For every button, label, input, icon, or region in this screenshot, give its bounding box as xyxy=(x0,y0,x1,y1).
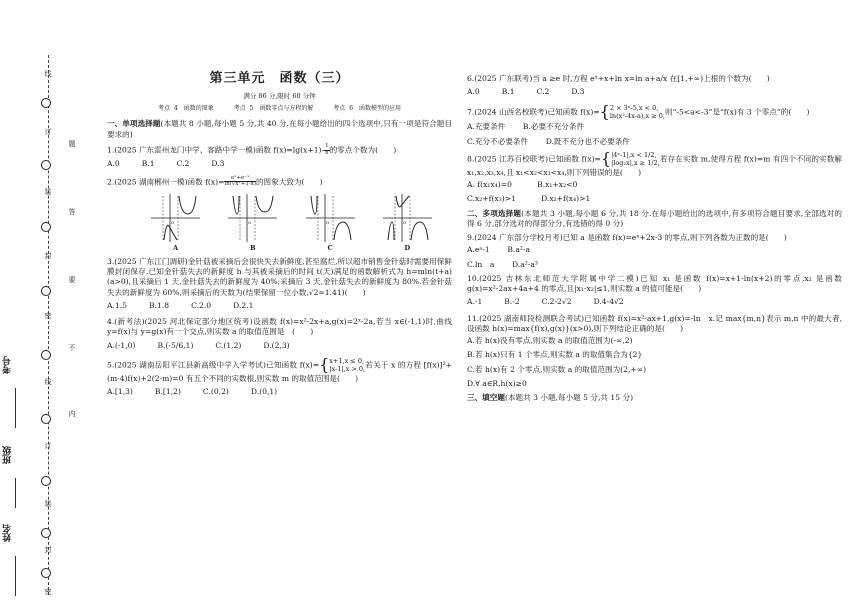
option[interactable]: B.[1,2) xyxy=(154,387,181,397)
graph-b[interactable]: O B xyxy=(225,192,280,253)
svg-text:O: O xyxy=(402,220,407,226)
binding-circle xyxy=(41,568,51,578)
option[interactable]: C.充分不必要条件 xyxy=(467,136,529,146)
q6-options xyxy=(467,87,842,97)
option[interactable]: A.若 h(x)没有零点,则实数 a 的取值范围为(-∞,2) xyxy=(467,336,633,345)
question-11: 11.(2025 湖南师段检测联合考试)已知函数 f(x)=x²-ax+1,g(x)=-ln x.记 max{m,n}表示 m,n 中的最大者,设函数 h(x)=max{f(x),g(x)}(x>0),则下列结论正确的是( ) xyxy=(467,313,842,333)
binding-char: 封 xyxy=(44,546,52,554)
svg-text:O: O xyxy=(325,220,329,226)
binding-char: 题 xyxy=(68,140,76,148)
option[interactable]: D.2.1 xyxy=(233,300,254,310)
option[interactable]: C.2-2√2 xyxy=(541,297,572,307)
q3-options xyxy=(107,301,452,311)
option[interactable]: C.(1,2) xyxy=(215,340,242,350)
option[interactable]: D.(2,3) xyxy=(263,340,290,350)
binding-circle xyxy=(41,414,51,424)
right-column xyxy=(467,70,842,405)
option[interactable]: A.eᵃ-1 xyxy=(467,245,490,255)
binding-char: 答 xyxy=(68,208,76,216)
label-kaohao: 考号 xyxy=(3,356,13,374)
question-10: 10.(2025 吉林东北师范大学附属中学二模)已知 x₁ 是函数 f(x)=x+1-ln(x+2)的零点,x₂ 是函数 g(x)=x²-2ax+4a+4 的零点,且|x₁-x₂|≤1,则实数 a 的值可能是( ) xyxy=(467,273,842,293)
option[interactable]: A.[1,3) xyxy=(107,387,133,397)
q7-options-row2 xyxy=(467,137,842,147)
question-7: 7.(2024 山西名校联考)已知函数 f(x)={ 2 × 3ˣ-5,x < 0, ln(x²-4x-a),x ≥ 0, 则“-5<a<-3”是“f(x)有 3 个零点”的( ) xyxy=(467,101,810,121)
q10-options xyxy=(467,297,842,307)
binding-char: 订 xyxy=(44,442,52,450)
binding-circle xyxy=(41,286,51,296)
option[interactable]: B.1 xyxy=(141,159,155,169)
section-heading: 三、填空题(本题共 3 小题,每小题 5 分,共 15 分) xyxy=(467,393,634,402)
binding-char: 装 xyxy=(44,500,52,508)
binding-char: 订 xyxy=(44,128,52,136)
option[interactable]: C.2.0 xyxy=(191,300,212,310)
option[interactable]: D.x₂+f(x₄)>1 xyxy=(541,194,591,204)
option[interactable]: B.(-5/6,1) xyxy=(157,340,194,350)
option[interactable]: D.既不充分也不必要条件 xyxy=(545,136,630,146)
page-title: 第三单元 函数（三） xyxy=(209,71,350,86)
point-item: 考点 6 函数模型的应用 xyxy=(333,105,402,113)
option[interactable]: C.(0,2) xyxy=(202,387,229,397)
write-line xyxy=(15,556,16,596)
binding-char: 密 xyxy=(44,312,52,320)
question-1: 1.(2025 广东雷州龙门中学、客路中学一模)函数 f(x)=lg(x+1)- $\frac{1}{x}$ 的零点个数为( ) xyxy=(107,142,397,156)
section-heading: 二、多项选择题(本题共 3 小题,每小题 6 分,共 18 分.在每小题给出的选项中,有多项符合题目要求,全部选对的得 6 分,部分选对的得部分分,有选错的得 0 分) xyxy=(467,208,842,228)
section-heading: 一、单项选择题(本题共 8 小题,每小题 5 分,共 40 分.在每小题给出的四个选项中,只有一项是符合题目要求的) xyxy=(107,119,452,139)
question-5: 5.(2025 湖南岳阳平江县新高级中学入学考试)已知函数 f(x)={ x+1,x ≤ 0, |x-1|,x > 0, 若关于 x 的方程 [f(x)]²+(m-4)f(x)+2(2-m)=0 有五个不同的实数根,则实数 m 的取值范围是( ) xyxy=(107,355,453,383)
q5-options xyxy=(107,387,452,397)
binding-char: 封 xyxy=(44,252,52,260)
graph-a[interactable]: O A xyxy=(148,192,203,253)
option[interactable]: A.-1 xyxy=(467,297,483,307)
binding-circle xyxy=(41,476,51,486)
svg-text:O: O xyxy=(171,220,175,226)
question-8: 8.(2025 江苏百校联考)已知函数 f(x)={ |4ˣ-1|,x < 1/2, |log₂x|,x ≥ 1/2, 若存在实数 m,使得方程 f(x)=m 有四个不同的实数解 x₁,x₂,x₃,x₄,且 x₁<x₂<x₃<x₄,则下列错误的是( ) xyxy=(467,149,842,177)
option[interactable]: C.2 xyxy=(176,159,190,169)
write-line xyxy=(15,388,16,428)
q2-graphs xyxy=(137,192,446,253)
option[interactable]: C.若 h(x)有 2 个零点,则实数 a 的取值范围为(2,+∞) xyxy=(467,364,647,374)
binding-char: 不 xyxy=(68,344,76,352)
option[interactable]: D.(0,1) xyxy=(250,387,278,397)
question-6: 6.(2025 广东联考)当 a ≥e 时,方程 eˣ+x+ln x=ln a+a/x 在[1,+∞)上根的个数为( ) xyxy=(467,74,770,83)
option[interactable]: A.0 xyxy=(107,159,120,169)
score-time: 满分 86 分,限时 60 分钟 xyxy=(243,91,316,100)
write-line xyxy=(15,478,16,508)
binding-circle xyxy=(41,98,51,108)
graph-d[interactable]: O D xyxy=(380,192,435,253)
option[interactable]: A.(-1,0) xyxy=(107,340,136,350)
svg-text:O: O xyxy=(248,220,252,226)
option[interactable]: D.4-4√2 xyxy=(593,297,624,307)
binding-circle xyxy=(41,350,51,360)
option[interactable]: B.若 h(x)只有 1 个零点,则实数 a 的取值集合为{2} xyxy=(467,350,643,360)
binding-char: 密 xyxy=(44,588,52,596)
binding-margin xyxy=(0,0,96,608)
q7-options-row1 xyxy=(467,122,842,132)
option[interactable]: B.x₁+x₂<0 xyxy=(537,180,578,189)
q9-options-row2 xyxy=(467,260,842,270)
binding-char: 要 xyxy=(68,276,76,284)
option[interactable]: C.x₂+f(x₃)>1 xyxy=(467,194,516,204)
q9-options-row1 xyxy=(467,245,842,255)
option[interactable]: D.a²-a³ xyxy=(512,259,538,269)
option[interactable]: A.0 xyxy=(467,87,480,97)
option[interactable]: C.ln a xyxy=(467,259,495,269)
option[interactable]: B.必要不充分条件 xyxy=(522,122,585,132)
label-xingming: 姓名 xyxy=(3,524,13,542)
question-9: 9.(2024 广东部分学校月考)已知 a 是函数 f(x)=eˣ+2x-3 的零点,则下列各数为正数的是( ) xyxy=(467,233,787,242)
label-banji: 班级 xyxy=(3,446,13,464)
q8-options-row2 xyxy=(467,194,842,204)
point-item: 考点 5 函数零点与方程的解 xyxy=(233,105,314,113)
option[interactable]: B.-2 xyxy=(504,297,520,307)
binding-circle xyxy=(41,528,51,538)
q1-options xyxy=(107,159,452,169)
question-3: 3.(2025 广东江门调研)金针菇被采摘后会很快失去新鲜度,甚至腐烂,所以超市销售金针菇时需要用保鲜膜封闭保存.已知金针菇失去的新鲜度 h 与其被采摘后的时间 t(天)满足的函数解析式为 h=mln(t+a)(a>0),且采摘后 1 天,金针菇失去的新鲜度为 40%;采摘后 3 天,金针菇失去的新鲜度为 80%.若金针菇失去的新鲜度为 60%,则采摘后的天数为(结果保留一位小数,√2≈1.41)( ) xyxy=(107,256,452,297)
option[interactable]: D.3 xyxy=(211,159,225,169)
question-4: 4.(新考法)(2025 河北保定部分地区统考)设函数 f(x)=x²-2x+a,g(x)=2ˣ-2a,若当 x∈(-1,1)时,曲线 y=f(x)与 y=g(x)有一个交点,则实数 a 的取值范围是 ( ) xyxy=(107,317,452,337)
binding-circle xyxy=(41,160,51,170)
question-2: 2.(2025 湖南郴州一模)函数 f(x)= $\frac{\text{eˣ+e⁻ˣ}}{\text{ln(√x²+1-x)}}$ 的图象大致为( ) xyxy=(107,174,323,188)
binding-char: 线 xyxy=(44,70,52,78)
option[interactable]: B.1.8 xyxy=(148,300,170,310)
left-column xyxy=(107,64,452,403)
binding-char: 内 xyxy=(68,410,76,418)
q8-options-row1 xyxy=(467,180,842,190)
option[interactable]: B.1 xyxy=(501,87,515,97)
option[interactable]: A.1.5 xyxy=(107,300,127,310)
option[interactable]: A. f(x₁x₄)=0 xyxy=(467,180,512,189)
exam-points xyxy=(107,105,452,113)
option[interactable]: A.充要条件 xyxy=(467,122,506,132)
graph-c[interactable]: O C xyxy=(303,192,358,253)
point-item: 考点 4 函数的图象 xyxy=(157,105,214,113)
binding-circle xyxy=(41,222,51,232)
q4-options xyxy=(107,341,452,351)
binding-char: 线 xyxy=(44,378,52,386)
binding-char: 装 xyxy=(44,188,52,196)
option[interactable]: D.3 xyxy=(571,87,585,97)
option[interactable]: C.2 xyxy=(536,87,550,97)
option[interactable]: D.∀ a∈R,h(x)≥0 xyxy=(467,378,527,388)
option[interactable]: B.a²-a xyxy=(507,245,530,255)
